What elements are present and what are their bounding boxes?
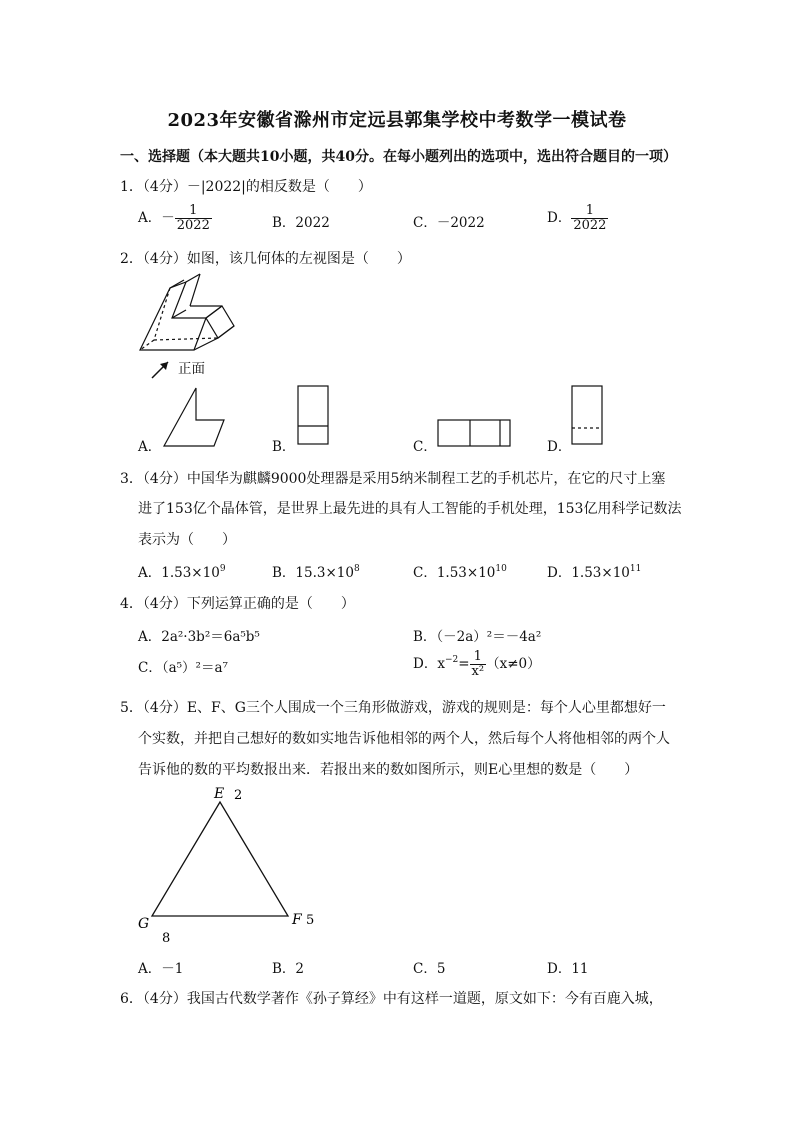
q5-option-b: B．2 — [272, 961, 305, 977]
q3-b-exp: 8 — [353, 564, 360, 574]
q4-d-label: D．x — [413, 656, 445, 672]
q1-a-num: 1 — [189, 203, 198, 218]
q5-label-e: E — [214, 786, 225, 802]
q3-d-exp: 11 — [629, 564, 642, 574]
q5-triangle-figure — [130, 782, 330, 950]
q4-d-num: 1 — [473, 649, 482, 664]
q1-a-label: A． — [138, 210, 162, 226]
q5-option-c: C．5 — [413, 961, 446, 977]
q3-d-base: D．1.53×10 — [547, 565, 630, 581]
section-heading: 一、选择题（本大题共10小题，共40分。在每小题列出的选项中，选出符合题目的一项） — [120, 149, 677, 165]
q4-option-a: A．2a²·3b²＝6a⁵b⁵ — [138, 629, 260, 645]
q5-option-d: D．11 — [547, 961, 589, 977]
q2-option-d: D． — [547, 439, 572, 455]
q2-front-label: 正面 — [178, 361, 205, 377]
q5-value-g: 8 — [162, 931, 171, 946]
q2-option-c: C． — [413, 439, 437, 455]
q4-option-d — [413, 650, 541, 679]
q2-option-a: A． — [138, 439, 162, 455]
q1-d-label: D． — [547, 210, 572, 226]
q4-d-eq: = — [458, 656, 470, 672]
q3-c-base: C．1.53×10 — [413, 565, 496, 581]
q5-line-3: 告诉他的数的平均数报出来．若报出来的数如图所示，则E心里想的数是（ ） — [138, 762, 639, 778]
q5-label-g: G — [138, 916, 150, 932]
q4-d-exp: −2 — [444, 655, 459, 665]
q1-a-sign: － — [161, 210, 175, 226]
page-title: 2023年安徽省滁州市定远县郭集学校中考数学一模试卷 — [167, 110, 627, 131]
q3-c-exp: 10 — [495, 564, 507, 574]
q1-stem: 1．（4分）－|2022|的相反数是（ ） — [120, 179, 372, 195]
q4-option-b: B．（－2a）²＝－4a² — [413, 629, 542, 645]
q2-option-b: B． — [272, 439, 296, 455]
q3-option-d — [547, 561, 641, 581]
q3-option-b — [272, 561, 360, 581]
q4-stem: 4．（4分）下列运算正确的是（ ） — [120, 596, 355, 612]
q2-option-b-figure — [296, 384, 332, 448]
q5-value-f: 5 — [306, 913, 315, 928]
q1-a-fraction — [175, 204, 212, 233]
q3-option-a — [138, 561, 226, 581]
q1-option-a — [138, 204, 212, 233]
q3-b-base: B．15.3×10 — [272, 565, 354, 581]
q2-stem: 2．（4分）如图，该几何体的左视图是（ ） — [120, 251, 411, 267]
q1-a-den: 2022 — [176, 218, 210, 233]
q4-d-den: x² — [471, 664, 485, 679]
q4-d-fraction — [470, 650, 487, 679]
q5-option-a: A．－1 — [138, 961, 184, 977]
q5-triangle — [152, 802, 288, 916]
q1-option-d — [547, 204, 608, 233]
q2-option-d-figure — [570, 384, 606, 448]
q2-option-c-figure — [436, 418, 516, 450]
q5-line-1: 5．（4分）E、F、G三个人围成一个三角形做游戏，游戏的规则是：每个人心里都想好一 — [120, 700, 666, 716]
q1-d-num: 1 — [585, 203, 595, 218]
q5-label-f: F — [292, 912, 302, 928]
q3-a-base: A．1.53×10 — [138, 565, 220, 581]
q5-line-2: 个实数，并把自己想好的数如实地告诉他相邻的两个人，然后每个人将他相邻的两个人 — [138, 731, 670, 747]
q2-option-a-figure — [160, 386, 240, 448]
q3-a-exp: 9 — [219, 564, 226, 574]
q4-d-cond: （x≠0） — [486, 656, 541, 672]
q6-line-1: 6．（4分）我国古代数学著作《孙子算经》中有这样一道题，原文如下：今有百鹿入城， — [120, 991, 663, 1007]
q1-option-b: B．2022 — [272, 215, 330, 231]
q1-d-den: 2022 — [573, 218, 607, 233]
q3-line-1: 3．（4分）中国华为麒麟9000处理器是采用5纳米制程工艺的手机芯片，在它的尺寸上塞 — [120, 471, 666, 487]
q3-line-3: 表示为（ ） — [138, 532, 236, 548]
q1-option-c: C．－2022 — [413, 215, 485, 231]
q1-d-fraction — [571, 204, 608, 233]
q5-value-e: 2 — [234, 788, 243, 803]
q3-option-c — [413, 561, 507, 581]
q4-option-c: C．（a⁵）²＝a⁷ — [138, 660, 228, 676]
q3-line-2: 进了153亿个晶体管，是世界上最先进的具有人工智能的手机处理，153亿用科学记数法 — [138, 501, 682, 517]
